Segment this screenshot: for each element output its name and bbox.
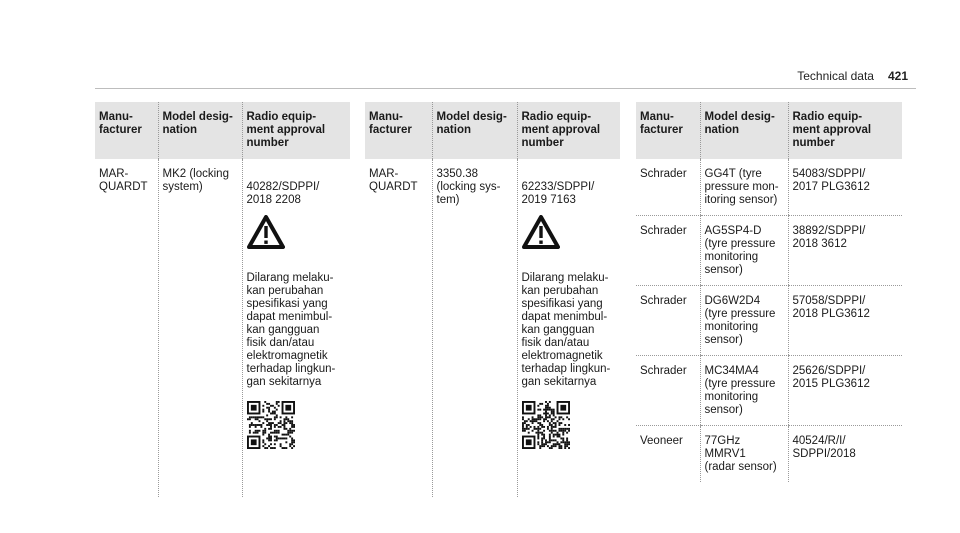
manufacturer-cell: Schrader xyxy=(636,356,700,426)
header-manufacturer: Manu- facturer xyxy=(636,102,700,159)
approval-cell xyxy=(517,159,620,497)
header-radio-approval: Radio equip- ment approval number xyxy=(517,102,620,159)
warning-triangle-icon xyxy=(522,215,560,249)
model-cell: AG5SP4-D (tyre pressure monitoring sensor) xyxy=(700,216,788,286)
header-manufacturer: Manu- facturer xyxy=(365,102,432,159)
qr-code-icon xyxy=(522,401,570,449)
section-title: Technical data xyxy=(797,69,874,83)
qr-code-icon xyxy=(247,401,295,449)
approval-cell: 38892/SDPPI/ 2018 3612 xyxy=(788,216,902,286)
header-manufacturer: Manu- facturer xyxy=(95,102,158,159)
approval-cell: 54083/SDPPI/ 2017 PLG3612 xyxy=(788,159,902,216)
header-model-designation: Model desig- nation xyxy=(158,102,242,159)
model-cell: MC34MA4 (tyre pressure monitoring sensor) xyxy=(700,356,788,426)
warning-text: Dilarang melaku- kan perubahan spesifikasi yang dapat menimbul- kan gangguan fisik dan/atau elektromagnetik terhadap lingkun- gan sekitarnya xyxy=(246,272,336,388)
table-row xyxy=(636,426,902,483)
page-header xyxy=(797,69,908,83)
approval-cell xyxy=(242,159,350,497)
model-cell: 3350.38 (locking sys- tem) xyxy=(432,159,517,497)
header-model-designation: Model desig- nation xyxy=(700,102,788,159)
warning-text: Dilarang melaku- kan perubahan spesifikasi yang dapat menimbul- kan gangguan fisik dan/atau elektromagnetik terhadap lingkun- gan sekitarnya xyxy=(521,272,611,388)
model-cell: 77GHz MMRV1 (radar sensor) xyxy=(700,426,788,483)
table-row xyxy=(636,216,902,286)
approval-table-1 xyxy=(95,102,350,497)
table-row xyxy=(95,159,350,497)
manufacturer-cell: MAR- QUARDT xyxy=(99,168,148,193)
manufacturer-cell: Schrader xyxy=(636,286,700,356)
approval-number: 62233/SDPPI/ 2019 7163 xyxy=(521,181,595,206)
table-row xyxy=(636,159,902,216)
table-header-row xyxy=(95,102,350,159)
table-row xyxy=(636,286,902,356)
warning-triangle-icon xyxy=(247,215,285,249)
model-cell: GG4T (tyre pressure mon- itoring sensor) xyxy=(700,159,788,216)
manufacturer-cell: Veoneer xyxy=(640,435,683,447)
manufacturer-cell: Schrader xyxy=(636,216,700,286)
table-row xyxy=(636,356,902,426)
approval-cell: 25626/SDPPI/ 2015 PLG3612 xyxy=(788,356,902,426)
table-row xyxy=(365,159,620,497)
table-header-row xyxy=(636,102,902,159)
header-rule xyxy=(95,88,916,89)
header-radio-approval: Radio equip- ment approval number xyxy=(788,102,902,159)
approval-table-3 xyxy=(636,102,902,482)
page-number: 421 xyxy=(887,69,908,83)
model-cell: MK2 (locking system) xyxy=(158,159,242,497)
approval-cell: 57058/SDPPI/ 2018 PLG3612 xyxy=(788,286,902,356)
approval-table-2 xyxy=(365,102,620,497)
table-header-row xyxy=(365,102,620,159)
manufacturer-cell: Schrader xyxy=(636,159,700,216)
manufacturer-cell: MAR- QUARDT xyxy=(369,168,418,193)
model-cell: DG6W2D4 (tyre pressure monitoring sensor) xyxy=(700,286,788,356)
header-radio-approval: Radio equip- ment approval number xyxy=(242,102,350,159)
approval-cell: 40524/R/I/ SDPPI/2018 xyxy=(788,426,902,483)
approval-number: 40282/SDPPI/ 2018 2208 xyxy=(246,181,320,206)
header-model-designation: Model desig- nation xyxy=(432,102,517,159)
